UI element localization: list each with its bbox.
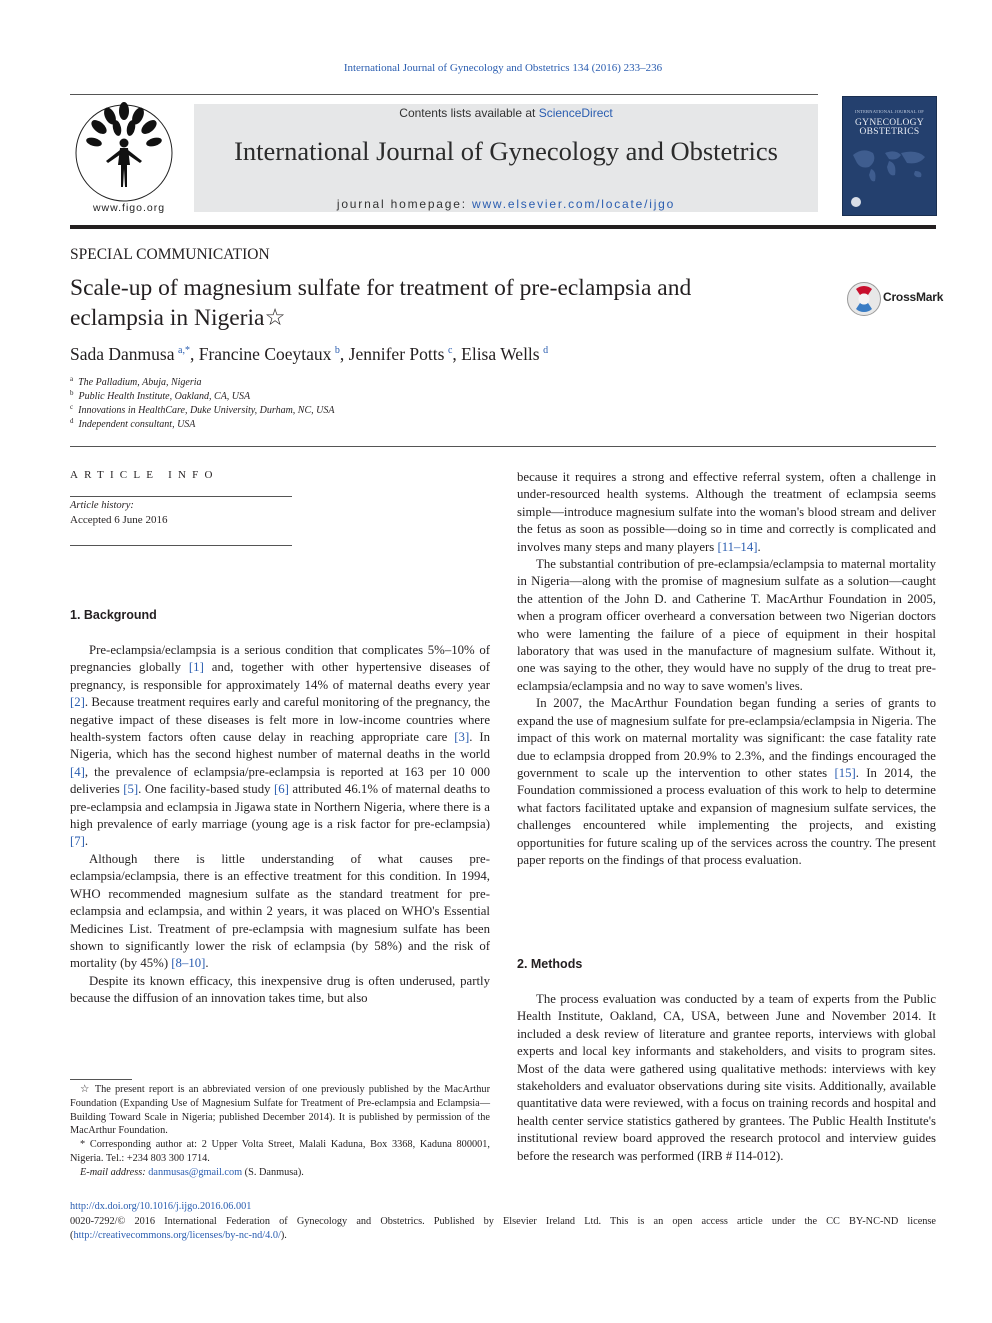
contents-line <box>194 106 818 120</box>
copyright-line <box>70 1215 936 1244</box>
affiliation-sup: c <box>70 403 74 411</box>
crossmark-icon <box>846 281 882 317</box>
cover-pre: INTERNATIONAL JOURNAL OF <box>855 109 924 114</box>
author-name[interactable]: , Elisa Wells <box>452 344 540 364</box>
affiliation-sup: a <box>70 375 74 383</box>
affiliation-rule <box>70 446 936 447</box>
email-label: E-mail address: <box>80 1166 149 1178</box>
paragraph: Although there is little understanding of what causes pre-eclampsia/eclampsia, there is an effective treatment for this condition. In 1994, WHO recommended magnesium sulfate as the standard treatment for pre-eclampsia and eclampsia, and within 2 years, it was placed on WHO's Essential Medicines List. Treatment of pre-eclampsia with magnesium sulfate has been shown to significantly lower the risk of eclampsia (by 58%) and the risk of mortality (by 45%) [8–10]. <box>70 851 490 971</box>
author-name[interactable]: , Francine Coeytaux <box>189 344 332 364</box>
footnote-corresponding: * Corresponding author at: 2 Upper Volta Street, Malali Kaduna, Box 3368, Kaduna 800001, Nigeria. Tel.: +234 803 300 1714. <box>70 1139 490 1164</box>
affiliation-text: The Palladium, Abuja, Nigeria <box>78 377 202 388</box>
cover-line-1: GYNECOLOGY <box>855 118 924 128</box>
author-sup[interactable]: b <box>334 345 340 356</box>
cover-line-2: OBSTETRICS <box>859 127 920 137</box>
article-title: Scale-up of magnesium sulfate for treatment of pre-eclampsia and eclampsia in Nigeria☆ <box>70 275 692 331</box>
citation-link[interactable]: [15] <box>834 765 856 780</box>
left-column <box>70 642 490 1008</box>
copyright-text: 0020-7292/© 2016 International Federation of Gynecology and Obstetrics. Published by Elsevier Ireland Ltd. This is an open access article under the CC BY-NC-ND license <box>70 1215 936 1227</box>
journal-cover[interactable] <box>842 96 937 216</box>
journal-banner <box>194 104 818 212</box>
cover-title <box>843 119 936 137</box>
citation-link[interactable]: [1] <box>188 660 204 675</box>
citation-link[interactable]: [5] <box>123 782 139 797</box>
affiliation <box>70 377 202 388</box>
license-link[interactable]: http://creativecommons.org/licenses/by-nc-nd/4.0/ <box>73 1230 281 1241</box>
footnote-star: ☆ The present report is an abbreviated version of one previously published by the MacArthur Foundation (Expanding Use of Magnesium Sulfate for Treatment of Pre-eclampsia and Eclampsia—Building Toward Scale in Nigeria; published December 2014). It is published by permission of the MacArthur Foundation. <box>70 1084 490 1137</box>
accepted-date: Accepted 6 June 2016 <box>70 514 168 526</box>
paragraph: because it requires a strong and effective referral system, often a challenge in under-resourced health systems. Although the treatment of eclampsia seems simple—introduce magnesium sulfate into the woman's blood stream and deliver the fetus as soon as possible—doing so in time and correctly is complicated and involves many steps and many players [11–14]. <box>517 470 936 554</box>
affiliation-sup: b <box>70 389 74 397</box>
paragraph: Despite its known efficacy, this inexpensive drug is often underused, partly because the diffusion of an innovation takes time, but also <box>70 973 490 1006</box>
author-name[interactable]: Sada Danmusa <box>70 344 175 364</box>
world-map-icon <box>849 145 930 185</box>
author-sup[interactable]: a,* <box>178 345 190 356</box>
license-open: ( <box>70 1230 74 1241</box>
crossmark-button[interactable] <box>846 281 944 317</box>
paragraph: The substantial contribution of pre-eclampsia/eclampsia to maternal mortality in Nigeria—along with the promise of magnesium sulfate as a solution—caught the attention of the John D. and Catherine T. MacArthur Foundation in 2005, when a program officer overheard a conversation between two Nigerian doctors who were lamenting the failure of a piece of equipment in their hospital laboratory that was used in the manufacture of magnesium sulfate. Without it, one was saying to the other, they would have no supply of the drug to treat pre-eclampsia/eclampsia and no way to save women's lives. <box>517 557 936 693</box>
footnotes <box>70 1083 490 1180</box>
section-label: SPECIAL COMMUNICATION <box>70 246 270 263</box>
citation-link[interactable]: [4] <box>70 764 85 779</box>
methods-heading: 2. Methods <box>517 957 583 971</box>
journal-title: International Journal of Gynecology and Obstetrics <box>234 136 778 166</box>
methods-column <box>517 991 936 1165</box>
citation-link[interactable]: [3] <box>454 730 470 745</box>
doi-link[interactable]: http://dx.doi.org/10.1016/j.ijgo.2016.06.001 <box>70 1201 252 1212</box>
paragraph: Pre-eclampsia/eclampsia is a serious condition that complicates 5%–10% of pregnancies globally [1] and, together with other hypertensive diseases of pregnancy, is responsible for approximately 14% of maternal deaths every year [2]. Because treatment requires early and careful monitoring of the pregnancy, the negative impact of these diseases is felt more in low-income countries where health-system factors often cause delay in reaching appropriate care [3]. In Nigeria, which has the second highest number of maternal deaths in the world [4], the prevalence of eclampsia/pre-eclampsia is reported at 163 per 10 000 deliveries [5]. One facility-based study [6] attributed 46.1% of maternal deaths to pre-eclampsia and eclampsia in Jigawa state in Northern Nigeria, where there is a high prevalence of early marriage (young age is a risk factor for pre-eclampsia) [7]. <box>70 643 491 849</box>
affiliation-text: Public Health Institute, Oakland, CA, USA <box>78 391 251 402</box>
affiliation-text: Independent consultant, USA <box>78 419 196 430</box>
info-rule <box>70 496 292 497</box>
contents-prefix: Contents lists available at <box>399 106 539 120</box>
email-suffix: (S. Danmusa). <box>242 1166 304 1178</box>
license-close: ). <box>280 1230 287 1241</box>
author-list <box>70 344 548 365</box>
citation-link[interactable]: [6] <box>274 782 289 797</box>
article-history-label: Article history: <box>70 500 134 511</box>
background-heading: 1. Background <box>70 608 157 622</box>
footnote-rule <box>70 1079 132 1080</box>
citation-link[interactable]: [7] <box>70 834 85 849</box>
header-rule <box>70 94 818 95</box>
right-column <box>517 469 936 869</box>
cover-emblem-icon <box>851 197 861 207</box>
article-info-heading: ARTICLE INFO <box>70 469 219 481</box>
paragraph: The process evaluation was conducted by a team of experts from the Public Health Institute, Oakland, CA, USA, between June and November 2014. It included a desk review of literature and grantee reports, interviews with global experts and local key informants and stakeholders, and visits to program sites. Most of the data were gathered using qualitative methods: interviews with key stakeholders and evaluator observations during site visits. Additionally, available quantitative data were reviewed, with a focus on training records and hospital and health center service statistics gathered by grantees. The Public Health Institute's institutional review board approved the research protocol and interview guides before the research was performed (IRB # I14-012). <box>517 992 936 1163</box>
author-sup[interactable]: c <box>447 345 453 356</box>
affiliation <box>70 405 334 416</box>
citation-link[interactable]: [2] <box>70 695 85 710</box>
paragraph: In 2007, the MacArthur Foundation began funding a series of grants to expand the use of magnesium sulfate for pre-eclampsia/eclampsia in Nigeria. The impact of this work on maternal mortality was significant: the case fatality rate due to eclampsia dropped from 20.9% to 2.3%, and the findings encouraged the government to scale up the intervention to other states [15]. In 2014, the Foundation commissioned a process evaluation of this work to help to determine what factors facilitated uptake and expansion of magnesium sulfate services, the challenges encountered while implementing the projects, and existing opportunities for future scaling up of the services across the country. The present paper reports on the findings of that process evaluation. <box>517 696 936 867</box>
crossmark-label: CrossMark <box>883 290 944 304</box>
author-sup[interactable]: d <box>543 345 549 356</box>
affiliation <box>70 419 195 430</box>
figo-logo <box>70 99 188 216</box>
journal-citation[interactable]: International Journal of Gynecology and Obstetrics 134 (2016) 233–236 <box>343 62 663 74</box>
homepage-prefix: journal homepage: <box>336 197 472 211</box>
affiliation <box>70 391 250 402</box>
email-link[interactable]: danmusas@gmail.com <box>148 1166 243 1178</box>
sciencedirect-link[interactable]: ScienceDirect <box>538 106 613 120</box>
affiliation-sup: d <box>70 417 74 425</box>
affiliation-text: Innovations in HealthCare, Duke University, Durham, NC, USA <box>78 405 335 416</box>
footnote-email <box>70 1166 490 1180</box>
citation-link[interactable]: [11–14] <box>717 539 758 554</box>
article-footer <box>70 1200 936 1244</box>
homepage-link[interactable]: www.elsevier.com/locate/ijgo <box>472 197 676 211</box>
citation-link[interactable]: [8–10] <box>171 956 206 971</box>
homepage-line <box>194 197 818 211</box>
info-rule <box>70 545 292 546</box>
figo-tree-icon <box>70 99 188 204</box>
author-name[interactable]: , Jennifer Potts <box>339 344 445 364</box>
header-thick-rule <box>70 225 936 229</box>
figo-url[interactable]: www.figo.org <box>92 202 166 214</box>
